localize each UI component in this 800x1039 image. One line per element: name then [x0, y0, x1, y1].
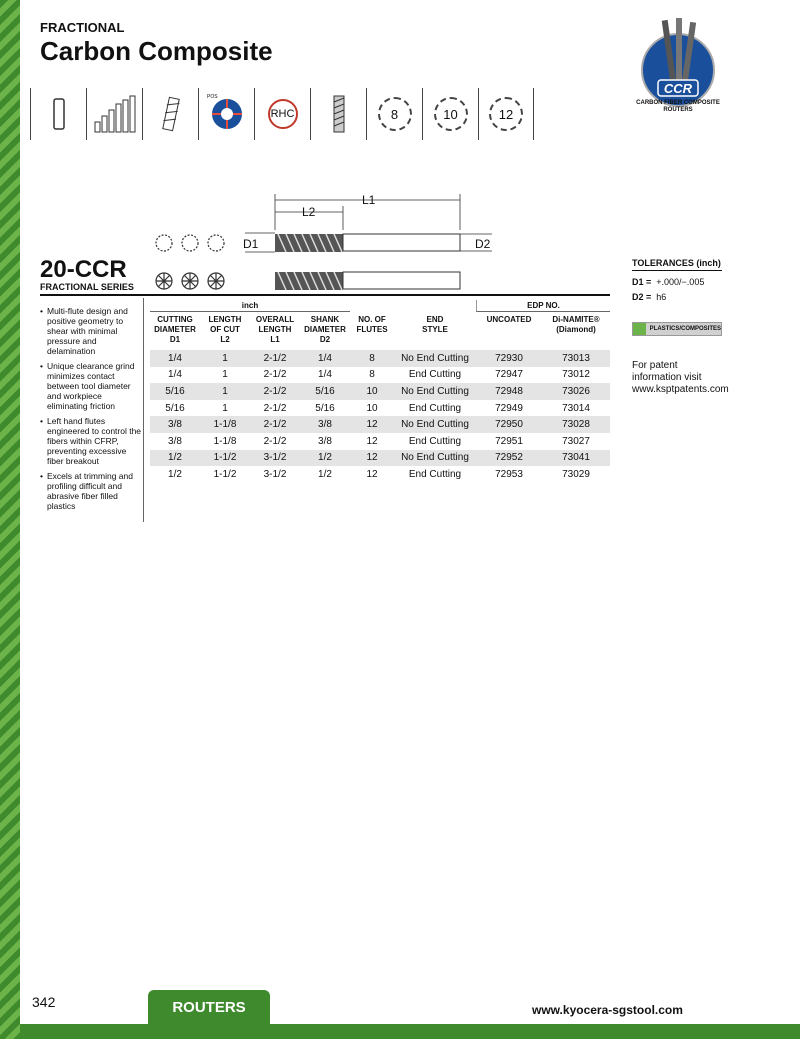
table-row: 3/8 1-1/8 2-1/2 3/8 12 No End Cutting 72950 73028 [150, 416, 610, 433]
col-dinamite: Di-NAMITE® (Diamond) [552, 315, 600, 334]
patent-info: For patent information visit www.ksptpatents.com [632, 360, 752, 396]
flutes-10-label: 10 [443, 106, 458, 122]
website-link[interactable]: www.kyocera-sgstool.com [532, 1003, 683, 1017]
tolerance-d1: D1 = +.000/−.005 [632, 277, 705, 287]
side-stripe [0, 0, 20, 1039]
divider [143, 298, 144, 522]
model-number: 20-CCR [40, 256, 127, 283]
table-row: 1/4 1 2-1/2 1/4 8 End Cutting 72947 73012 [168, 369, 590, 381]
flutes-10-icon [422, 88, 478, 140]
tolerance-d2: D2 = h6 [632, 292, 667, 302]
category-label: FRACTIONAL [40, 20, 125, 35]
table-header-row [150, 312, 610, 350]
table-row: 5/16 1 2-1/2 5/16 10 End Cutting 72949 73014 [165, 402, 590, 414]
pos-rake-icon [198, 88, 254, 140]
table-row: 1/2 1-1/2 3-1/2 1/2 12 No End Cutting 72952 73041 [150, 450, 610, 467]
tolerances-title: TOLERANCES (inch) [632, 258, 721, 268]
shank-icon [30, 88, 86, 140]
l1-label: L1 [362, 193, 376, 207]
tolerances-rule [632, 270, 722, 271]
feature-icon-strip [30, 88, 534, 140]
col-overall-length: OVERALL LENGTH L1 [255, 315, 295, 344]
table-row: 5/16 1 2-1/2 5/16 10 No End Cutting 72948 73026 [150, 383, 610, 400]
group-inch: inch [150, 300, 350, 312]
flutes-8-icon [366, 88, 422, 140]
col-shank-diameter: SHANK DIAMETER D2 [304, 315, 346, 344]
l2-label: L2 [302, 205, 316, 219]
footer-bar [20, 1024, 800, 1039]
series-label: FRACTIONAL SERIES [40, 282, 134, 292]
section-tab: ROUTERS [148, 990, 270, 1024]
fluted-tool-icon [310, 88, 366, 140]
page-title: Carbon Composite [40, 36, 273, 66]
flutes-12-label: 12 [498, 106, 514, 122]
col-cutting-diameter: CUTTING DIAMETER D1 [154, 315, 196, 344]
pos-label: POS [207, 94, 218, 100]
logo-text: CCR [663, 81, 693, 96]
length-options-icon [86, 88, 142, 140]
material-swatch [633, 323, 646, 335]
flutes-12-icon [478, 88, 534, 140]
col-end-style: END STYLE [422, 315, 448, 334]
group-edp: EDP NO. [476, 300, 610, 312]
patent-link[interactable]: www.ksptpatents.com [632, 384, 729, 395]
d1-label: D1 [243, 237, 259, 251]
feature-item: • Unique clearance grind minimizes contact between tool diameter and workpiece eliminating friction [40, 361, 142, 411]
helix-icon [142, 88, 198, 140]
col-uncoated: UNCOATED [486, 315, 532, 324]
material-badge [632, 322, 722, 336]
table-row: 1/4 1 2-1/2 1/4 8 No End Cutting 72930 73013 [150, 350, 610, 367]
col-no-of-flutes: NO. OF FLUTES [356, 315, 388, 334]
page-number: 342 [32, 994, 56, 1010]
logo-caption: CARBON FIBER COMPOSITE ROUTERS [636, 100, 720, 113]
feature-item: • Multi-flute design and positive geometry to shear with minimal pressure and delamination [40, 306, 142, 356]
feature-item: • Excels at trimming and profiling difficult and abrasive fiber filled plastics [40, 471, 142, 511]
model-rule [40, 294, 610, 296]
col-length-of-cut: LENGTH OF CUT L2 [208, 315, 242, 344]
feature-list [40, 306, 142, 516]
rhc-label: RHC [270, 108, 295, 120]
spec-table [150, 312, 610, 483]
table-row: 1/2 1-1/2 3-1/2 1/2 12 End Cutting 72953 73029 [168, 468, 590, 480]
flutes-8-label: 8 [390, 106, 399, 122]
tool-dimension-diagram [150, 190, 500, 300]
rhc-icon [254, 88, 310, 140]
spec-table-wrap [150, 300, 610, 483]
d2-label: D2 [475, 237, 491, 251]
feature-item: • Left hand flutes engineered to control the fibers within CFRP, preventing excessive fiber breakout [40, 416, 142, 466]
material-label: PLASTICS/COMPOSITES [649, 326, 721, 332]
table-row: 3/8 1-1/8 2-1/2 3/8 12 End Cutting 72951 73027 [168, 435, 590, 447]
table-group-header [150, 300, 610, 312]
